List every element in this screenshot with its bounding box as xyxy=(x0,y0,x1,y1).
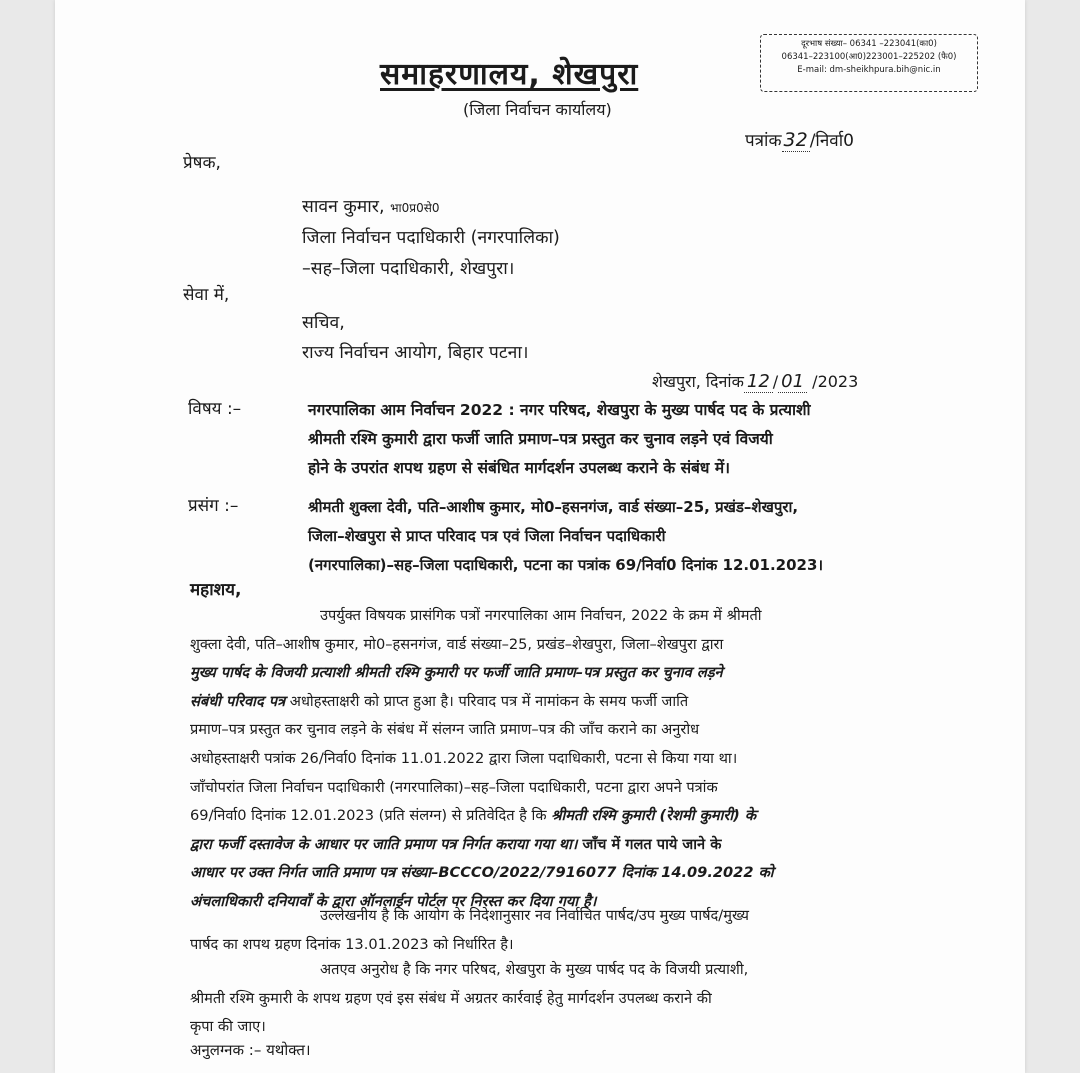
paragraph-line: पार्षद का शपथ ग्रहण दिनांक 13.01.2023 को निर्धारित है। xyxy=(190,935,514,953)
contact-fax-line: 06341–223100(आ0)223001–225202 (फै0) xyxy=(781,52,957,62)
finding-emphasis: द्वारा फर्जी दस्तावेज के आधार पर जाति प्रमाण पत्र निर्गत कराया गया था। xyxy=(190,835,578,853)
paragraph-line: उल्लेखनीय है कि आयोग के निदेशानुसार नव निर्वाचित पार्षद/उप मुख्य पार्षद/मुख्य xyxy=(320,907,749,924)
letter-number xyxy=(745,128,854,151)
subject-text xyxy=(308,396,811,483)
reference-text xyxy=(308,493,823,580)
office-title: समाहरणालय, शेखपुरा xyxy=(380,57,639,92)
date-month: 01 xyxy=(778,371,807,393)
body-paragraph-2 xyxy=(190,902,749,959)
paragraph-text: अधोहस्ताक्षरी को प्राप्त हुआ है। परिवाद पत्र में नामांकन के समय फर्जी जाति xyxy=(285,692,689,710)
date-prefix: शेखपुरा, दिनांक xyxy=(652,372,744,391)
paragraph-line: शुक्ला देवी, पति–आशीष कुमार, मो0–हसनगंज, वार्ड संख्या–25, प्रखंड–शेखपुरा, जिला–शेखपुरा द्वारा xyxy=(190,635,724,653)
reference-line: श्रीमती शुक्ला देवी, पति–आशीष कुमार, मो0–हसनगंज, वार्ड संख्या–25, प्रखंड–शेखपुरा, xyxy=(308,498,799,516)
sender-label: प्रेषक, xyxy=(183,153,221,173)
recipient-title: सचिव, xyxy=(302,313,345,333)
complaint-emphasis: संबंधी परिवाद पत्र xyxy=(190,692,286,710)
office-subtitle: (जिला निर्वाचन कार्यालय) xyxy=(463,100,612,119)
paragraph-line: उपर्युक्त विषयक प्रासंगिक पत्रों नगरपालिका आम निर्वाचन, 2022 के क्रम में श्रीमती xyxy=(320,607,762,624)
subject-line: नगरपालिका आम निर्वाचन 2022 : नगर परिषद, शेखपुरा के मुख्य पार्षद पद के प्रत्याशी xyxy=(308,401,811,419)
reference-label: प्रसंग :– xyxy=(188,496,239,516)
paragraph-line: कृपा की जाए। xyxy=(190,1018,266,1036)
recipient-label: सेवा में, xyxy=(183,285,230,305)
paragraph-line xyxy=(190,802,774,831)
paragraph-line: श्रीमती रश्मि कुमारी के शपथ ग्रहण एवं इस संबंध में अग्रतर कार्रवाई हेतु मार्गदर्शन उपलब्ध कराने की xyxy=(190,989,712,1007)
salutation: महाशय, xyxy=(190,580,242,600)
sender-name-line xyxy=(302,192,440,223)
sender-service: भा0प्र0से0 xyxy=(390,201,440,215)
paragraph-line: प्रमाण–पत्र प्रस्तुत कर चुनाव लड़ने के संबंध में संलग्न जाति प्रमाण–पत्र की जाँच कराने का अनुरोध xyxy=(190,721,700,739)
date-day: 12 xyxy=(744,371,773,393)
subject-line: श्रीमती रश्मि कुमारी द्वारा फर्जी जाति प्रमाण–पत्र प्रस्तुत कर चुनाव लड़ने एवं विजयी xyxy=(308,430,773,448)
paragraph-line xyxy=(190,688,774,717)
paragraph-line: अतएव अनुरोध है कि नगर परिषद, शेखपुरा के मुख्य पार्षद पद के विजयी प्रत्याशी, xyxy=(320,961,749,978)
paragraph-line: आधार पर उक्त निर्गत जाति प्रमाण पत्र संख्या–BCCCO/2022/7916077 दिनांक 14.09.2022 को xyxy=(190,864,774,882)
contact-stamp xyxy=(760,34,978,92)
body-paragraph-1 xyxy=(190,602,774,917)
body-paragraph-3 xyxy=(190,956,748,1042)
paragraph-line: अधोहस्ताक्षरी पत्रांक 26/निर्वा0 दिनांक 11.01.2022 द्वारा जिला पदाधिकारी, पटना से किया गया था। xyxy=(190,749,738,767)
paragraph-text: 69/निर्वा0 दिनांक 12.01.2023 (प्रति संलग्न) से प्रतिवेदित है कि xyxy=(190,807,552,825)
reference-line: जिला–शेखपुरा से प्राप्त परिवाद पत्र एवं जिला निर्वाचन पदाधिकारी xyxy=(308,527,666,545)
finding-emphasis: श्रीमती रश्मि कुमारी (रेशमी कुमारी) के xyxy=(551,807,757,825)
letter-number-prefix: पत्रांक xyxy=(745,131,782,151)
reference-line: (नगरपालिका)–सह–जिला पदाधिकारी, पटना का पत्रांक 69/निर्वा0 दिनांक 12.01.2023। xyxy=(308,556,824,574)
recipient-org: राज्य निर्वाचन आयोग, बिहार पटना। xyxy=(302,343,529,363)
letter-date: शेखपुरा, दिनांक 12 / 01 /2023 xyxy=(652,371,859,392)
contact-email: E-mail: dm-sheikhpura.bih@nic.in xyxy=(797,65,941,75)
paragraph-line: अंचलाधिकारी दनियावाँ के द्वारा ऑनलाईन पोर्टल पर निरस्त कर दिया गया है। xyxy=(190,892,597,910)
paragraph-line: मुख्य पार्षद के विजयी प्रत्याशी श्रीमती रश्मि कुमारी पर फर्जी जाति प्रमाण–पत्र प्रस्तुत कर चुनाव लड़ने xyxy=(190,664,723,682)
letter-number-value: 32 xyxy=(783,129,808,151)
paragraph-text: जाँच में गलत पाये जाने के xyxy=(577,835,722,853)
enclosure-line: अनुलग्नक :– यथोक्त। xyxy=(190,1041,311,1059)
contact-phone-line: दूरभाष संख्या– 06341 –223041(का0) xyxy=(801,39,937,49)
subject-label: विषय :– xyxy=(188,399,242,419)
paragraph-line xyxy=(190,831,774,860)
sender-designation: जिला निर्वाचन पदाधिकारी (नगरपालिका) xyxy=(302,228,560,248)
date-year: /2023 xyxy=(812,372,859,391)
sender-name: सावन कुमार, xyxy=(302,197,385,217)
sender-designation-2: –सह–जिला पदाधिकारी, शेखपुरा। xyxy=(302,259,515,279)
paragraph-line: जाँचोपरांत जिला निर्वाचन पदाधिकारी (नगरपालिका)–सह–जिला पदाधिकारी, पटना द्वारा अपने पत्रांक xyxy=(190,778,718,796)
letter-number-suffix: /निर्वा0 xyxy=(809,131,854,151)
subject-line: होने के उपरांत शपथ ग्रहण से संबंधित मार्गदर्शन उपलब्ध कराने के संबंध में। xyxy=(308,459,730,477)
